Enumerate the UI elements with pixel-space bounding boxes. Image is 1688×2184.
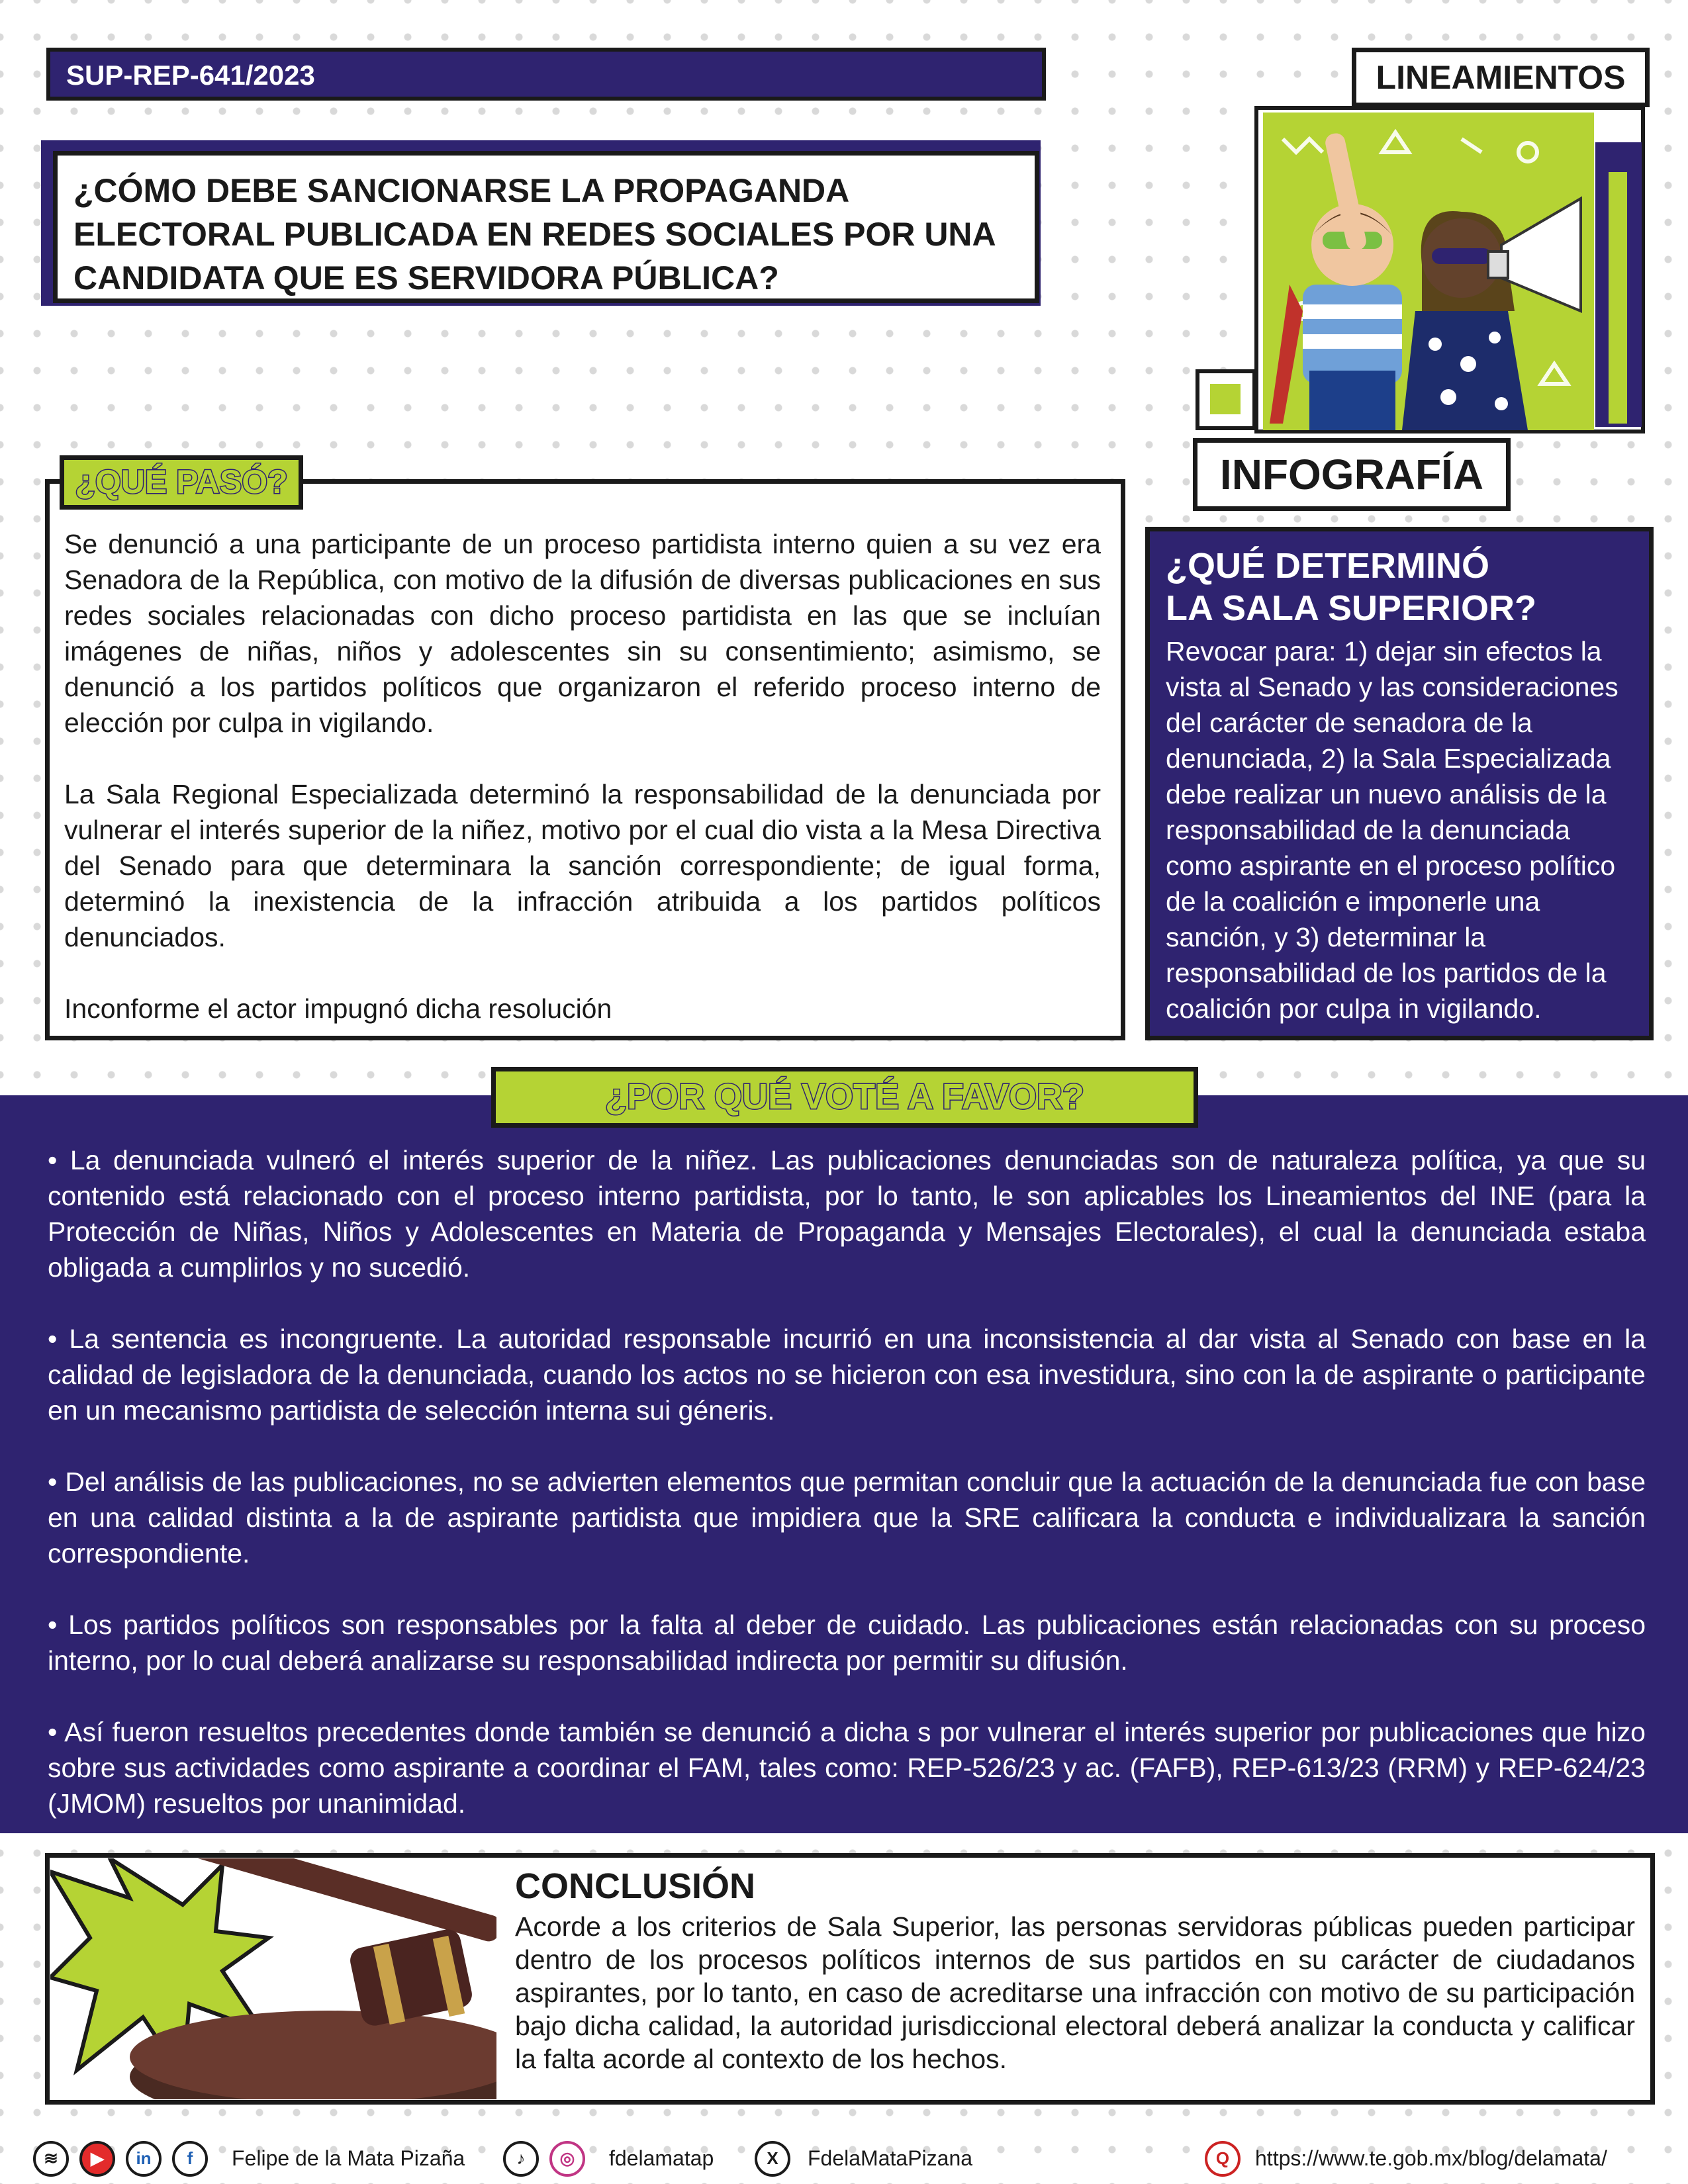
determination-title xyxy=(1166,545,1633,629)
favor-point-3: • Del análisis de las publicaciones, no se advierten elementos que permitan concluir que la actuación de la denunciada fue con base en una calidad distinta a la de aspirante partidista que impidiera que la SRE calificara la conducta e individualizara la sanción correspondiente. xyxy=(48,1467,1646,1569)
facebook-icon[interactable]: f xyxy=(172,2141,208,2177)
conclusion-text: Acorde a los criterios de Sala Superior, las personas servidoras públicas pueden participar dentro de los procesos políticos internos de sus partidos en su carácter de ciudadanos aspirantes, por lo tanto, en caso de acreditarse una infracción con motivo de su participación bajo dicha calidad, la autoridad jurisdiccional electoral deberá analizar la conducta y calificar la falta acorde al contexto de los hechos. xyxy=(515,1911,1635,2074)
favor-title: ¿POR QUÉ VOTÉ A FAVOR? xyxy=(491,1067,1198,1128)
favor-point-2: • La sentencia es incongruente. La autoridad responsable incurrió en una inconsistencia al dar vista al Senado con base en la calidad de legisladora de la denunciada, cuando los actos no se hicieron con esa investidura, sino con la de aspirante o participante en un mecanismo partidista de selección interna sui géneris. xyxy=(48,1324,1646,1426)
what-happened-paragraph-2: La Sala Regional Especializada determinó la responsabilidad de la denunciada por vulnerar el interés superior de la niñez, motivo por el cual dio vista a la Mesa Directiva del Senado para que determinara la sanción correspondiente; de igual forma, determinó la inexistencia de la infracción atribuida a los partidos políticos denunciados. xyxy=(64,779,1101,952)
gavel-image xyxy=(50,1858,496,2099)
decorative-square-fill xyxy=(1210,384,1241,414)
what-happened-paragraph-1: Se denunció a una participante de un proceso partidista interno quien a su vez era Senadora de la República, con motivo de la difusión de diversas publicaciones en sus redes sociales relacionadas con dicho proceso partidista en las que se incluían imágenes de niñas, niños y adolescentes sin su consentimiento; asimismo, se denunció a los partidos políticos que organizaron el referido proceso interno de elección por culpa in vigilando. xyxy=(64,529,1101,738)
question-box xyxy=(53,151,1039,303)
main-question: ¿CÓMO DEBE SANCIONARSE LA PROPAGANDA ELECTORAL PUBLICADA EN REDES SOCIALES POR UNA CANDIDATA QUE ES SERVIDORA PÚBLICA? xyxy=(73,172,995,296)
spotify-icon[interactable]: ≋ xyxy=(33,2141,69,2177)
tiktok-icon[interactable]: ♪ xyxy=(503,2141,539,2177)
footer-x-handle: FdelaMataPizana xyxy=(808,2146,973,2170)
infografia-label: INFOGRAFÍA xyxy=(1193,438,1511,511)
youtube-icon[interactable]: ▶ xyxy=(79,2141,115,2177)
footer xyxy=(33,2141,1662,2181)
favor-point-5: • Así fueron resueltos precedentes donde también se denunció a dicha s por vulnerar el interés superior por publicaciones que hizo sobre sus actividades como aspirante a coordinar el FAM, tales como: REP-526/23 y ac. (FAFB), REP-613/23 (RRM) y REP-624/23 (JMOM) resueltos por unanimidad. xyxy=(48,1717,1646,1819)
children-illustration xyxy=(1263,113,1594,430)
footer-url[interactable]: https://www.te.gob.mx/blog/delamata/ xyxy=(1255,2146,1607,2170)
favor-point-4: • Los partidos políticos son responsables por la falta al deber de cuidado. Las publicaciones están relacionadas con su proceso interno, por lo cual deberá analizarse su responsabilidad indirecta por permitir su difusión. xyxy=(48,1610,1646,1676)
determination-title-line-1: ¿QUÉ DETERMINÓ xyxy=(1166,546,1490,586)
determination-text: Revocar para: 1) dejar sin efectos la vista al Senado y las consideraciones del carácter de senadora de la denunciada, 2) la Sala Especializada debe realizar un nuevo análisis de la responsabilidad de la denunciada como aspirante en el proceso político de la coalición e imponerle una sanción, y 3) determinar la responsabilidad de los partidos de la coalición por culpa in vigilando. xyxy=(1166,636,1618,1024)
x-icon[interactable]: X xyxy=(755,2141,790,2177)
conclusion-title: CONCLUSIÓN xyxy=(515,1866,755,1906)
footer-name: Felipe de la Mata Pizaña xyxy=(232,2146,465,2170)
linkedin-icon[interactable]: in xyxy=(126,2141,162,2177)
photo-lime-stripe xyxy=(1609,172,1627,424)
case-number-bar xyxy=(46,48,1046,101)
footer-handle: fdelamatap xyxy=(609,2146,714,2170)
determination-box xyxy=(1145,527,1654,1040)
search-icon[interactable]: Q xyxy=(1205,2141,1241,2177)
favor-points xyxy=(48,1142,1646,1857)
instagram-icon[interactable]: ◎ xyxy=(549,2141,585,2177)
determination-title-line-2: LA SALA SUPERIOR? xyxy=(1166,588,1537,628)
case-number: SUP-REP-641/2023 xyxy=(66,60,315,91)
lineamientos-label: LINEAMIENTOS xyxy=(1352,48,1650,107)
children-photo xyxy=(1263,113,1594,430)
what-happened-title: ¿QUÉ PASÓ? xyxy=(60,455,303,510)
what-happened-box xyxy=(45,479,1125,1040)
favor-point-1: • La denunciada vulneró el interés superior de la niñez. Las publicaciones denunciadas son de naturaleza política, ya que su contenido está relacionado con el proceso interno partidista, por lo tanto, le son aplicables los Lineamientos del INE (para la Protección de Niñas, Niños y Adolescentes en Materia de Propaganda y Mensajes Electorales), el cual la denunciada estaba obligada a cumplirlos y no sucedió. xyxy=(48,1145,1646,1283)
gavel-illustration xyxy=(50,1858,496,2099)
what-happened-paragraph-3: Inconforme el actor impugnó dicha resolución xyxy=(64,993,612,1024)
